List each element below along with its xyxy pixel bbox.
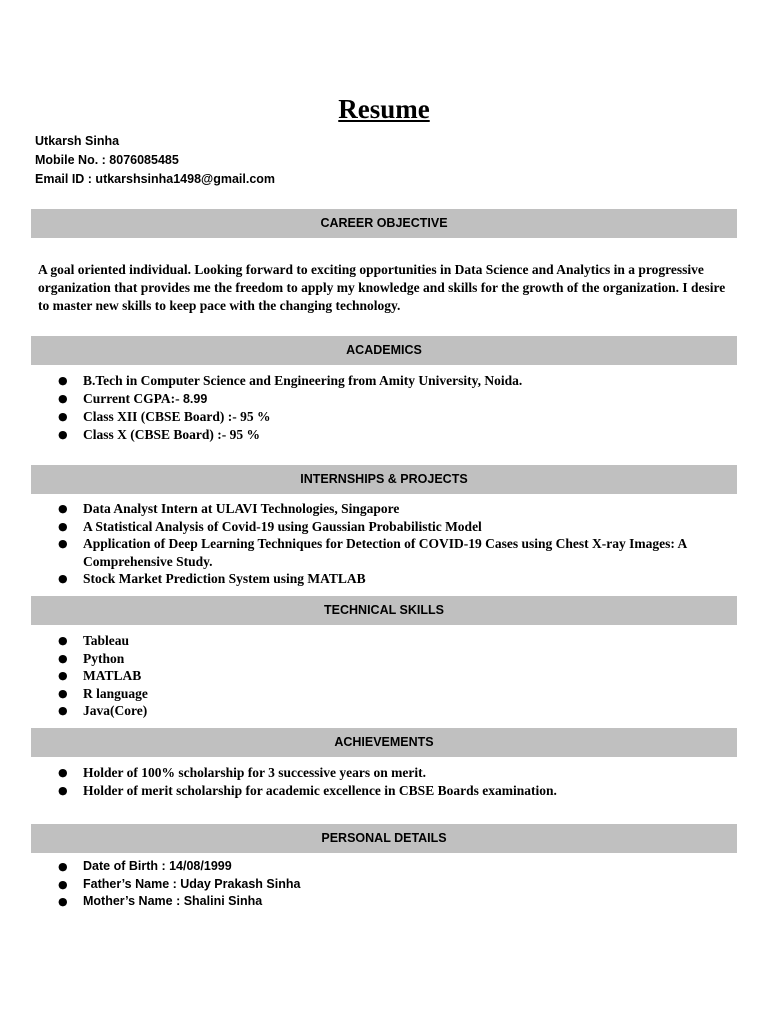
bullet-icon: ●: [58, 860, 68, 873]
achievements-list: [58, 764, 738, 799]
internships-list: [58, 500, 738, 588]
list-item: ● Application of Deep Learning Techniques for Detection of COVID-19 Cases using Chest X-ray Images: A Comprehensive Study.: [58, 536, 687, 569]
academics-list: [58, 372, 738, 443]
contact-email: Email ID : utkarshsinha1498@gmail.com: [35, 172, 276, 186]
list-item: ● Tableau: [58, 633, 130, 648]
bullet-icon: ●: [58, 651, 68, 665]
list-item: ● Python: [58, 650, 125, 666]
personal-details-list: [58, 858, 738, 911]
list-item: ● Holder of 100% scholarship for 3 successive years on merit.: [58, 765, 426, 780]
list-item: ● A Statistical Analysis of Covid-19 using Gaussian Probabilistic Model: [58, 518, 482, 534]
bullet-icon: ●: [58, 427, 68, 441]
bullet-icon: ●: [58, 374, 68, 387]
achievements-heading: ACHIEVEMENTS: [31, 728, 737, 757]
personal-details-heading: PERSONAL DETAILS: [31, 824, 737, 853]
academics-heading: ACADEMICS: [31, 336, 737, 365]
career-objective-text: A goal oriented individual. Looking forward to exciting opportunities in Data Science and Analytics in a progressive organization that provides me the freedom to apply my knowledge and skills for the growth of the organization. I desire to master new skills to keep pace with the changing technology.: [38, 262, 726, 313]
bullet-icon: ●: [58, 895, 68, 909]
bullet-icon: ●: [58, 537, 68, 551]
bullet-icon: ●: [58, 502, 68, 515]
list-item: ● Date of Birth : 14/08/1999: [58, 858, 738, 876]
list-item: ● Class X (CBSE Board) :- 95 %: [58, 426, 261, 442]
list-item: ● Mother’s Name : Shalini Sinha: [58, 893, 738, 911]
bullet-icon: ●: [58, 519, 68, 533]
bullet-icon: ●: [58, 877, 68, 891]
list-item: ● B.Tech in Computer Science and Engineering from Amity University, Noida.: [58, 373, 523, 388]
list-item: ● MATLAB: [58, 668, 142, 684]
contact-block: [35, 132, 275, 189]
bullet-icon: ●: [58, 669, 68, 683]
contact-mobile: Mobile No. : 8076085485: [35, 153, 179, 167]
list-item: ● Data Analyst Intern at ULAVI Technologies, Singapore: [58, 501, 400, 516]
list-item: ● Current CGPA:- 8.99: [58, 390, 208, 406]
bullet-icon: ●: [58, 391, 68, 405]
bullet-icon: ●: [58, 783, 68, 797]
cgpa-value: 8.99: [182, 391, 208, 406]
bullet-icon: ●: [58, 704, 68, 718]
bullet-icon: ●: [58, 410, 68, 424]
bullet-icon: ●: [58, 572, 68, 586]
bullet-icon: ●: [58, 686, 68, 700]
bullet-icon: ●: [58, 634, 68, 647]
list-item: ● Holder of merit scholarship for academic excellence in CBSE Boards examination.: [58, 782, 557, 798]
contact-name: Utkarsh Sinha: [35, 134, 120, 148]
bullet-icon: ●: [58, 766, 68, 779]
list-item: ● Father’s Name : Uday Prakash Sinha: [58, 876, 738, 894]
list-item: ● Class XII (CBSE Board) :- 95 %: [58, 409, 271, 425]
internships-heading: INTERNSHIPS & PROJECTS: [31, 465, 737, 494]
technical-skills-list: [58, 632, 738, 720]
list-item: ● Stock Market Prediction System using MATLAB: [58, 571, 366, 587]
career-objective-heading: CAREER OBJECTIVE: [31, 209, 737, 238]
resume-title: Resume: [338, 94, 430, 124]
technical-skills-heading: TECHNICAL SKILLS: [31, 596, 737, 625]
list-item: ● R language: [58, 685, 148, 701]
list-item: ● Java(Core): [58, 703, 148, 719]
